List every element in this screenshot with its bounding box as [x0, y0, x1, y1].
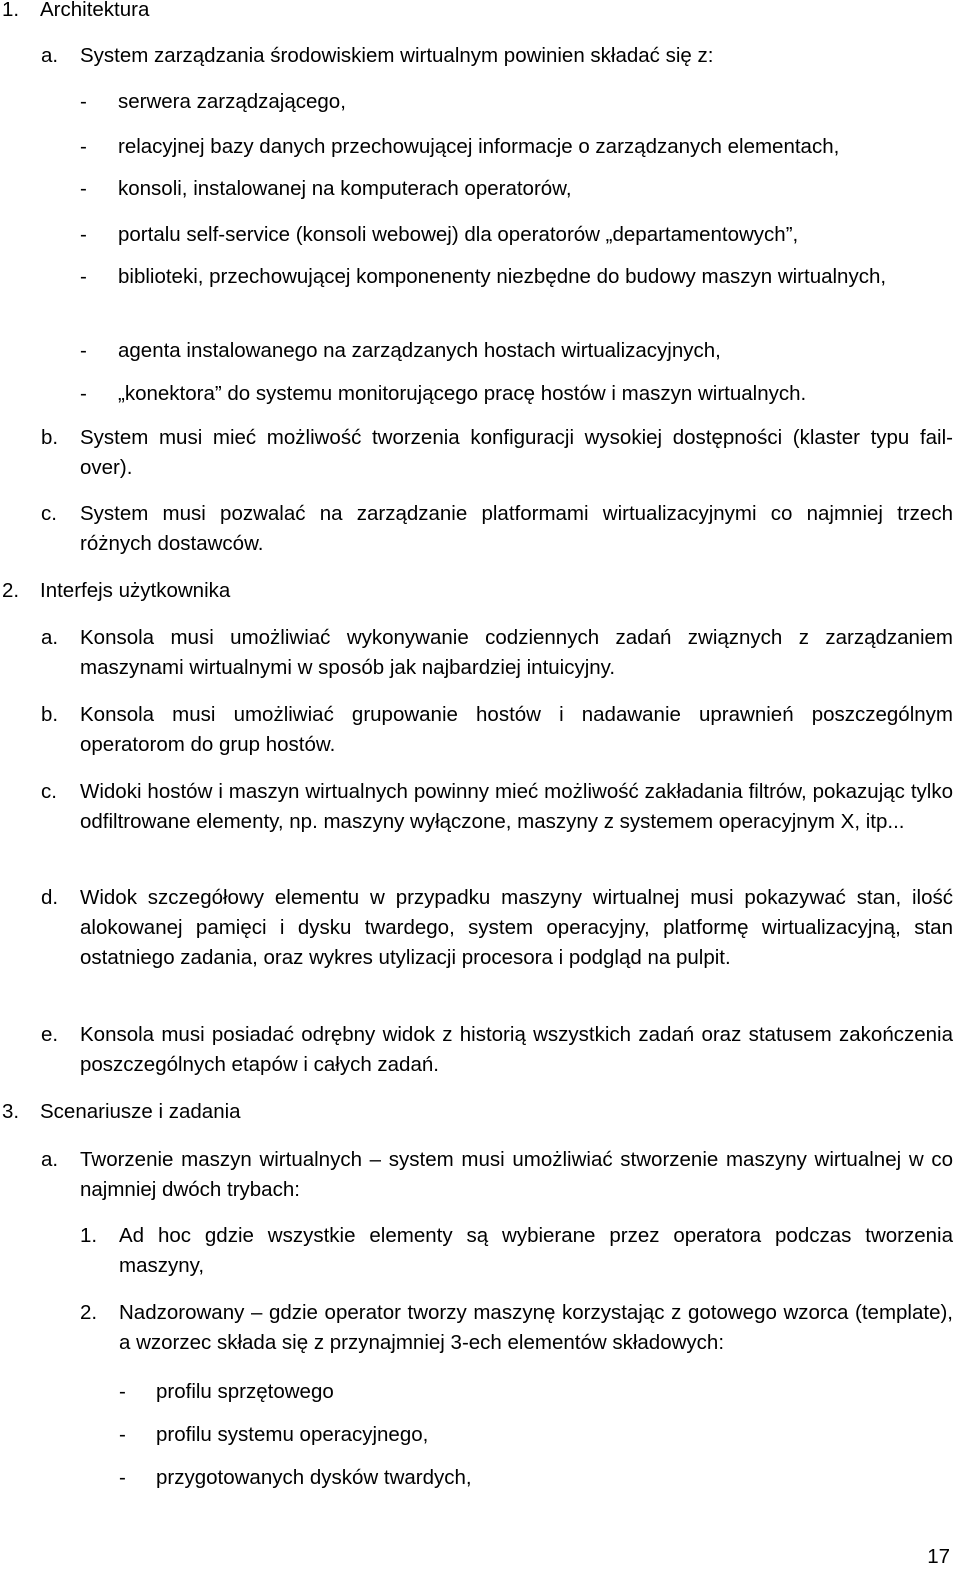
bullet-dash: -	[119, 1466, 126, 1489]
item-label: e.	[41, 1023, 59, 1046]
bullet-item: profilu sprzętowego	[156, 1380, 334, 1403]
item-label: b.	[41, 426, 59, 449]
subitem-label: 1.	[80, 1224, 98, 1247]
item-paragraph	[80, 777, 953, 837]
item-label: b.	[41, 703, 59, 726]
section-2-heading	[2, 576, 231, 606]
item-paragraph	[80, 883, 953, 973]
bullet-dash: -	[80, 265, 87, 288]
section-3-heading	[2, 1097, 241, 1127]
subitem-text: Ad hoc gdzie wszystkie elementy są wybierane przez operatora podczas tworzenia maszyny,	[119, 1224, 953, 1277]
item-label: a.	[41, 626, 59, 649]
section-title: Architektura	[40, 0, 150, 21]
section-number: 2.	[2, 579, 20, 602]
bullet-item	[118, 262, 953, 292]
bullet-item: portalu self-service (konsoli webowej) dla operatorów „departamentowych”,	[118, 223, 799, 246]
item-label: d.	[41, 886, 59, 909]
item-label: c.	[41, 502, 57, 525]
bullet-item-text: biblioteki, przechowującej komponenenty niezbędne do budowy maszyn wirtualnych,	[118, 265, 887, 288]
bullet-item: „konektora” do systemu monitorującego pracę hostów i maszyn wirtualnych.	[118, 382, 807, 405]
item-paragraph	[80, 623, 953, 683]
item-label: a.	[41, 44, 59, 67]
item-text: Konsola musi umożliwiać wykonywanie codziennych zadań związnych z zarządzaniem maszynami wirtualnymi w sposób jak najbardziej intuicyjny.	[80, 626, 953, 679]
bullet-dash: -	[80, 177, 87, 200]
item-paragraph	[80, 423, 953, 483]
item-paragraph	[80, 700, 953, 760]
bullet-item: profilu systemu operacyjnego,	[156, 1423, 429, 1446]
bullet-dash: -	[80, 90, 87, 113]
bullet-item: serwera zarządzającego,	[118, 90, 346, 113]
bullet-item: relacyjnej bazy danych przechowującej informacje o zarządzanych elementach,	[118, 135, 840, 158]
page-number: 17	[927, 1545, 950, 1568]
section-number: 1.	[2, 0, 20, 21]
subitem-label: 2.	[80, 1301, 98, 1324]
item-paragraph	[80, 1145, 953, 1205]
bullet-dash: -	[119, 1423, 126, 1446]
bullet-dash: -	[80, 135, 87, 158]
item-label: a.	[41, 1148, 59, 1171]
bullet-item: przygotowanych dysków twardych,	[156, 1466, 472, 1489]
item-text: Widoki hostów i maszyn wirtualnych powinny mieć możliwość zakładania filtrów, pokazując tylko odfiltrowane elementy, np. maszyny wyłączone, maszyny z systemem operacyjnym X, itp...	[80, 780, 953, 833]
section-title: Interfejs użytkownika	[40, 579, 231, 602]
section-title: Scenariusze i zadania	[40, 1100, 241, 1123]
section-1-heading	[2, 0, 150, 25]
item-label: c.	[41, 780, 57, 803]
subitem-text: Nadzorowany – gdzie operator tworzy maszynę korzystając z gotowego wzorca (template), a wzorzec składa się z przynajmniej 3-ech elementów składowych:	[119, 1301, 953, 1354]
item-paragraph	[80, 499, 953, 559]
item-paragraph	[80, 1020, 953, 1080]
bullet-item: agenta instalowanego na zarządzanych hostach wirtualizacyjnych,	[118, 339, 721, 362]
bullet-dash: -	[119, 1380, 126, 1403]
item-text: System musi pozwalać na zarządzanie platformami wirtualizacyjnymi co najmniej trzech różnych dostawców.	[80, 502, 953, 555]
item-text: Tworzenie maszyn wirtualnych – system musi umożliwiać stworzenie maszyny wirtualnej w co najmniej dwóch trybach:	[80, 1148, 953, 1201]
item-text: System zarządzania środowiskiem wirtualnym powinien składać się z:	[80, 44, 714, 67]
item-text: Konsola musi umożliwiać grupowanie hostów i nadawanie uprawnień poszczególnym operatorom do grup hostów.	[80, 703, 953, 756]
subitem-paragraph	[119, 1298, 953, 1358]
item-text: Konsola musi posiadać odrębny widok z historią wszystkich zadań oraz statusem zakończenia poszczególnych etapów i całych zadań.	[80, 1023, 953, 1076]
bullet-item: konsoli, instalowanej na komputerach operatorów,	[118, 177, 572, 200]
item-text: System musi mieć możliwość tworzenia konfiguracji wysokiej dostępności (klaster typu fail-over).	[80, 426, 953, 479]
bullet-dash: -	[80, 339, 87, 362]
bullet-dash: -	[80, 223, 87, 246]
bullet-dash: -	[80, 382, 87, 405]
subitem-paragraph	[119, 1221, 953, 1281]
item-text: Widok szczegółowy elementu w przypadku maszyny wirtualnej musi pokazywać stan, ilość alokowanej pamięci i dysku twardego, system operacyjny, platformę wirtualizacyjną, stan ostatniego zadania, oraz wykres utylizacji procesora i podgląd na pulpit.	[80, 886, 953, 969]
section-number: 3.	[2, 1100, 20, 1123]
